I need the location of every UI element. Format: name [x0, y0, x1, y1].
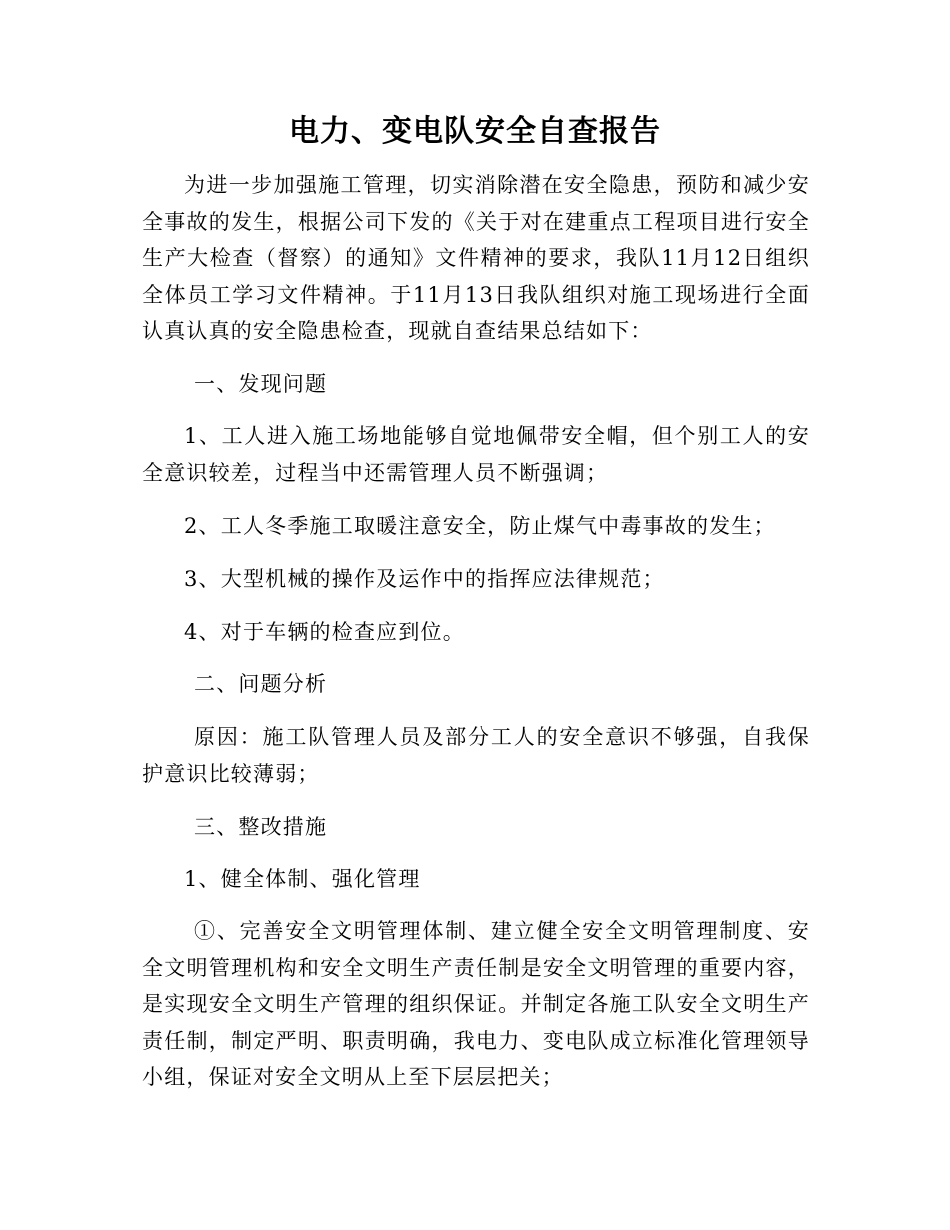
document-title: 电力、变电队安全自查报告 — [289, 114, 661, 149]
finding-item-4: 4、对于车辆的检查应到位。 — [184, 620, 465, 644]
analysis-paragraph: 原因：施工队管理人员及部分工人的安全意识不够强，自我保护意识比较薄弱； — [142, 725, 810, 786]
finding-item-1: 1、工人进入施工场地能够自觉地佩带安全帽，但个别工人的安全意识较差，过程当中还需管理人员不断强调； — [142, 424, 810, 485]
finding-item-2: 2、工人冬季施工取暖注意安全，防止煤气中毒事故的发生； — [184, 514, 776, 538]
measure-subheading-1: 1、健全体制、强化管理 — [184, 867, 421, 891]
section-heading-analysis: 二、问题分析 — [194, 672, 328, 696]
section-heading-findings: 一、发现问题 — [194, 372, 328, 396]
measure-paragraph-1: ①、完善安全文明管理体制、建立健全安全文明管理制度、安全文明管理机构和安全文明生产责任制是安全文明管理的重要内容，是实现安全文明生产管理的组织保证。并制定各施工队安全文明生产责任制，制定严明、职责明确，我电力、变电队成立标准化管理领导小组，保证对安全文明从上至下层层把关； — [142, 919, 810, 1089]
section-heading-measures: 三、整改措施 — [194, 815, 328, 839]
finding-item-3: 3、大型机械的操作及运作中的指挥应法律规范； — [184, 567, 665, 591]
intro-paragraph: 为进一步加强施工管理，切实消除潜在安全隐患，预防和减少安全事故的发生，根据公司下发的《关于对在建重点工程项目进行安全生产大检查（督察）的通知》文件精神的要求，我队11月12日组织全体员工学习文件精神。于11月13日我队组织对施工现场进行全面认真认真的安全隐患检查，现就自查结果总结如下： — [142, 173, 810, 343]
